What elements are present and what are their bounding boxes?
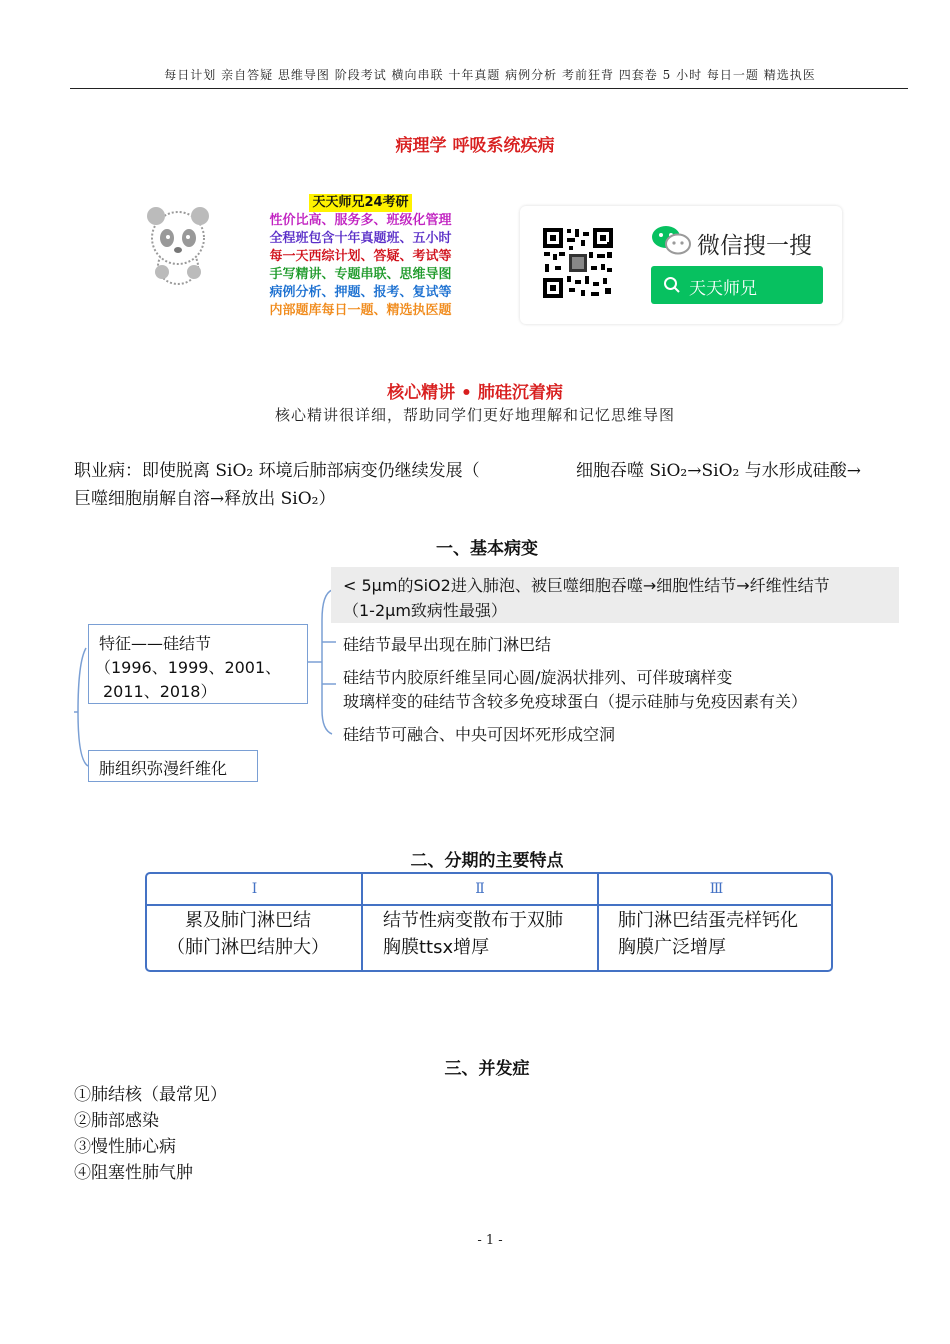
section-1-title: 一、基本病变	[436, 539, 538, 559]
complication-item: ①肺结核（最常见）	[74, 1085, 227, 1105]
core-title: 核心精讲 • 肺硅沉着病	[387, 383, 563, 403]
intro-line-1-right: 细胞吞噬 SiO₂→SiO₂ 与水形成硅酸→	[576, 461, 861, 481]
header-text: 每日计划 亲自答疑 思维导图 阶段考试 横向串联 十年真题 病例分析 考前狂背 四套卷 5 小时 每日一题 精选执医	[164, 68, 816, 82]
wechat-logo-icon	[651, 224, 691, 256]
stage-header: Ⅱ	[362, 874, 598, 906]
node-years-2: 2011、2018）	[103, 682, 217, 701]
promo-line: 全程班包含十年真题班、五小时	[269, 231, 452, 246]
stage-2-text: 胸膜ttsx增厚	[383, 937, 490, 958]
mindmap-node-fibrosis	[88, 750, 258, 782]
node-fibrosis-label: 肺组织弥漫纤维化	[99, 759, 228, 778]
intro-line-2: 巨噬细胞崩解自溶→释放出 SiO₂）	[74, 489, 336, 509]
node-label: 特征——硅结节	[99, 634, 212, 653]
search-icon	[663, 276, 681, 294]
wechat-account-name: 天天师兄	[689, 279, 757, 299]
promo-text	[248, 194, 473, 320]
branch-text: < 5μm的SiO2进入肺泡、被巨噬细胞吞噬→细胞性结节→纤维性结节	[343, 576, 830, 595]
stage-header: Ⅲ	[598, 874, 833, 906]
header-divider	[70, 88, 908, 89]
stage-1-text: 累及肺门淋巴结	[185, 910, 311, 931]
stage-3-text: 肺门淋巴结蛋壳样钙化	[618, 910, 798, 931]
core-subtitle: 核心精讲很详细，帮助同学们更好地理解和记忆思维导图	[274, 406, 675, 424]
branch-text: （1-2μm致病性最强）	[343, 601, 507, 620]
branch-text: 玻璃样变的硅结节含较多免疫球蛋白（提示硅肺与免疫因素有关）	[343, 692, 808, 711]
complication-item: ④阻塞性肺气肿	[74, 1163, 193, 1183]
stage-header: Ⅰ	[147, 874, 362, 906]
promo-line: 性价比高、服务多、班级化管理	[269, 213, 452, 228]
branch-text: 硅结节内胶原纤维呈同心圆/旋涡状排列、可伴玻璃样变	[343, 668, 733, 687]
wechat-search-button[interactable]	[651, 266, 823, 304]
stage-3-text: 胸膜广泛增厚	[618, 937, 726, 958]
stage-table	[145, 872, 833, 972]
branch-text: 硅结节可融合、中央可因坏死形成空洞	[343, 725, 616, 744]
section-3-title: 三、并发症	[444, 1059, 530, 1079]
table-divider	[597, 874, 599, 972]
promo-line: 每一天西综计划、答疑、考试等	[269, 249, 452, 264]
stage-1-text: （肺门淋巴结肿大）	[167, 937, 329, 958]
table-divider	[361, 874, 363, 972]
promo-headline: 天天师兄24考研	[309, 194, 411, 212]
intro-line-1-left: 职业病：即使脱离 SiO₂ 环境后肺部病变仍继续发展（	[74, 461, 480, 481]
promo-line: 病例分析、押题、报考、复试等	[269, 285, 452, 300]
stage-2-text: 结节性病变散布于双肺	[383, 910, 563, 931]
promo-line: 手写精讲、专题串联、思维导图	[269, 267, 452, 282]
panda-mascot-icon	[136, 204, 220, 288]
section-2-title: 二、分期的主要特点	[410, 851, 564, 871]
qr-code-icon	[541, 226, 615, 300]
node-years-1: （1996、1999、2001、	[95, 658, 282, 677]
page-number: - 1 -	[477, 1233, 503, 1248]
promo-line: 内部题库每日一题、精选执医题	[269, 303, 452, 318]
complication-item: ②肺部感染	[74, 1111, 159, 1131]
wechat-search-label: 微信搜一搜	[697, 233, 812, 259]
branch-text: 硅结节最早出现在肺门淋巴结	[343, 635, 552, 654]
page-title: 病理学 呼吸系统疾病	[395, 136, 555, 156]
mindmap-node-silicotic-nodule	[88, 624, 308, 704]
complication-item: ③慢性肺心病	[74, 1137, 176, 1157]
